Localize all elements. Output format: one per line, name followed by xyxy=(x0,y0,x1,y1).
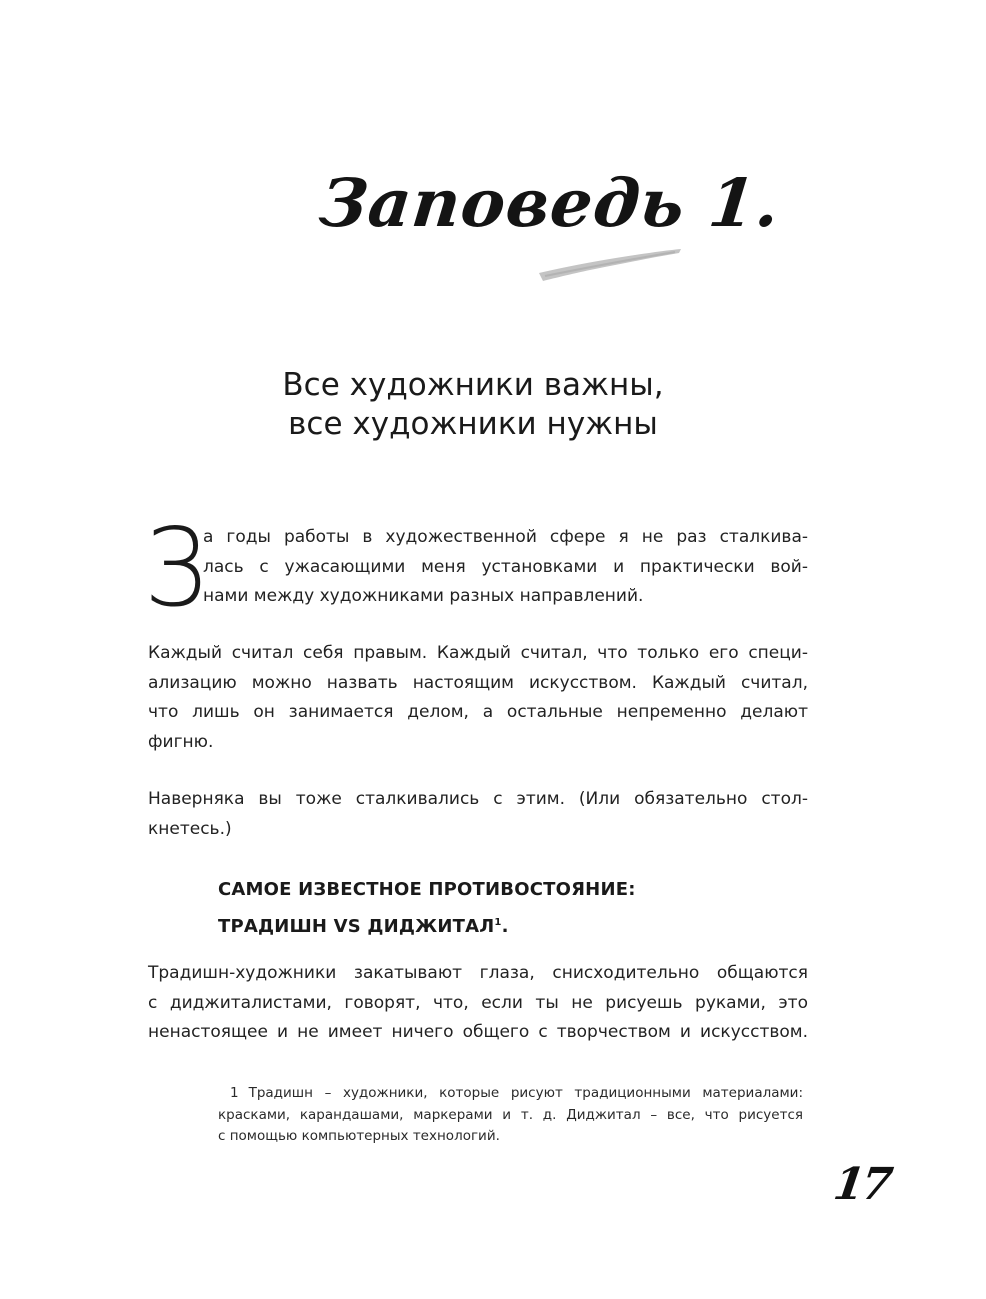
brush-stroke-decoration xyxy=(535,243,685,283)
subheading-end: . xyxy=(501,916,509,937)
footnote xyxy=(218,1083,803,1148)
paragraph-line: лась с ужасающими меня установками и практически вой- xyxy=(203,556,808,577)
subheading-line-2 xyxy=(218,906,636,943)
paragraph-line: Традишн-художники закатывают глаза, снисходительно общаются xyxy=(148,963,808,983)
paragraph-line: что лишь он занимается делом, а остальные непременно делают xyxy=(148,702,808,722)
footnote-line xyxy=(218,1083,803,1105)
chapter-subtitle xyxy=(0,366,946,444)
subtitle-line-1: Все художники важны, xyxy=(282,367,664,403)
paragraph-2 xyxy=(148,639,808,757)
paragraph-line: фигню. xyxy=(148,731,214,752)
drop-cap: З xyxy=(144,506,208,631)
chapter-title: Заповедь 1. xyxy=(315,164,785,242)
subheading-line-2-text: ТРАДИШН VS ДИДЖИТАЛ xyxy=(218,916,495,937)
footnote-text: Традишн – художники, которые рисуют традиционными материалами: xyxy=(248,1085,803,1101)
paragraph-line: с диджиталистами, говорят, что, если ты не рисуешь руками, это xyxy=(148,992,808,1013)
paragraph-1 xyxy=(203,523,808,612)
paragraph-line: Наверняка вы тоже сталкивались с этим. (Или обязательно стол- xyxy=(148,789,808,809)
paragraph-3 xyxy=(148,785,808,844)
paragraph-line: а годы работы в художественной сфере я не раз сталкива- xyxy=(203,527,808,547)
paragraph-line: Каждый считал себя правым. Каждый считал, что только его специ- xyxy=(148,643,808,663)
paragraph-line: нами между художниками разных направлений. xyxy=(203,586,644,606)
page-number: 17 xyxy=(830,1159,893,1210)
paragraph-4 xyxy=(148,959,808,1048)
chapter-title-block xyxy=(300,160,785,300)
section-subheading xyxy=(218,873,636,943)
subheading-line-1: САМОЕ ИЗВЕСТНОЕ ПРОТИВОСТОЯНИЕ: xyxy=(218,879,636,900)
footnote-line: с помощью компьютерных технологий. xyxy=(218,1128,500,1144)
footnote-number: 1 xyxy=(230,1085,239,1101)
footnote-line: красками, карандашами, маркерами и т. д. Диджитал – все, что рисуется xyxy=(218,1106,803,1123)
paragraph-line: ненастоящее и не имеет ничего общего с творчеством и искусством. xyxy=(148,1022,808,1042)
paragraph-line: кнетесь.) xyxy=(148,818,232,839)
footnote-reference[interactable]: 1 xyxy=(494,917,502,928)
paragraph-line: ализацию можно назвать настоящим искусством. Каждый считал, xyxy=(148,672,808,693)
subtitle-line-2: все художники нужны xyxy=(288,406,658,442)
